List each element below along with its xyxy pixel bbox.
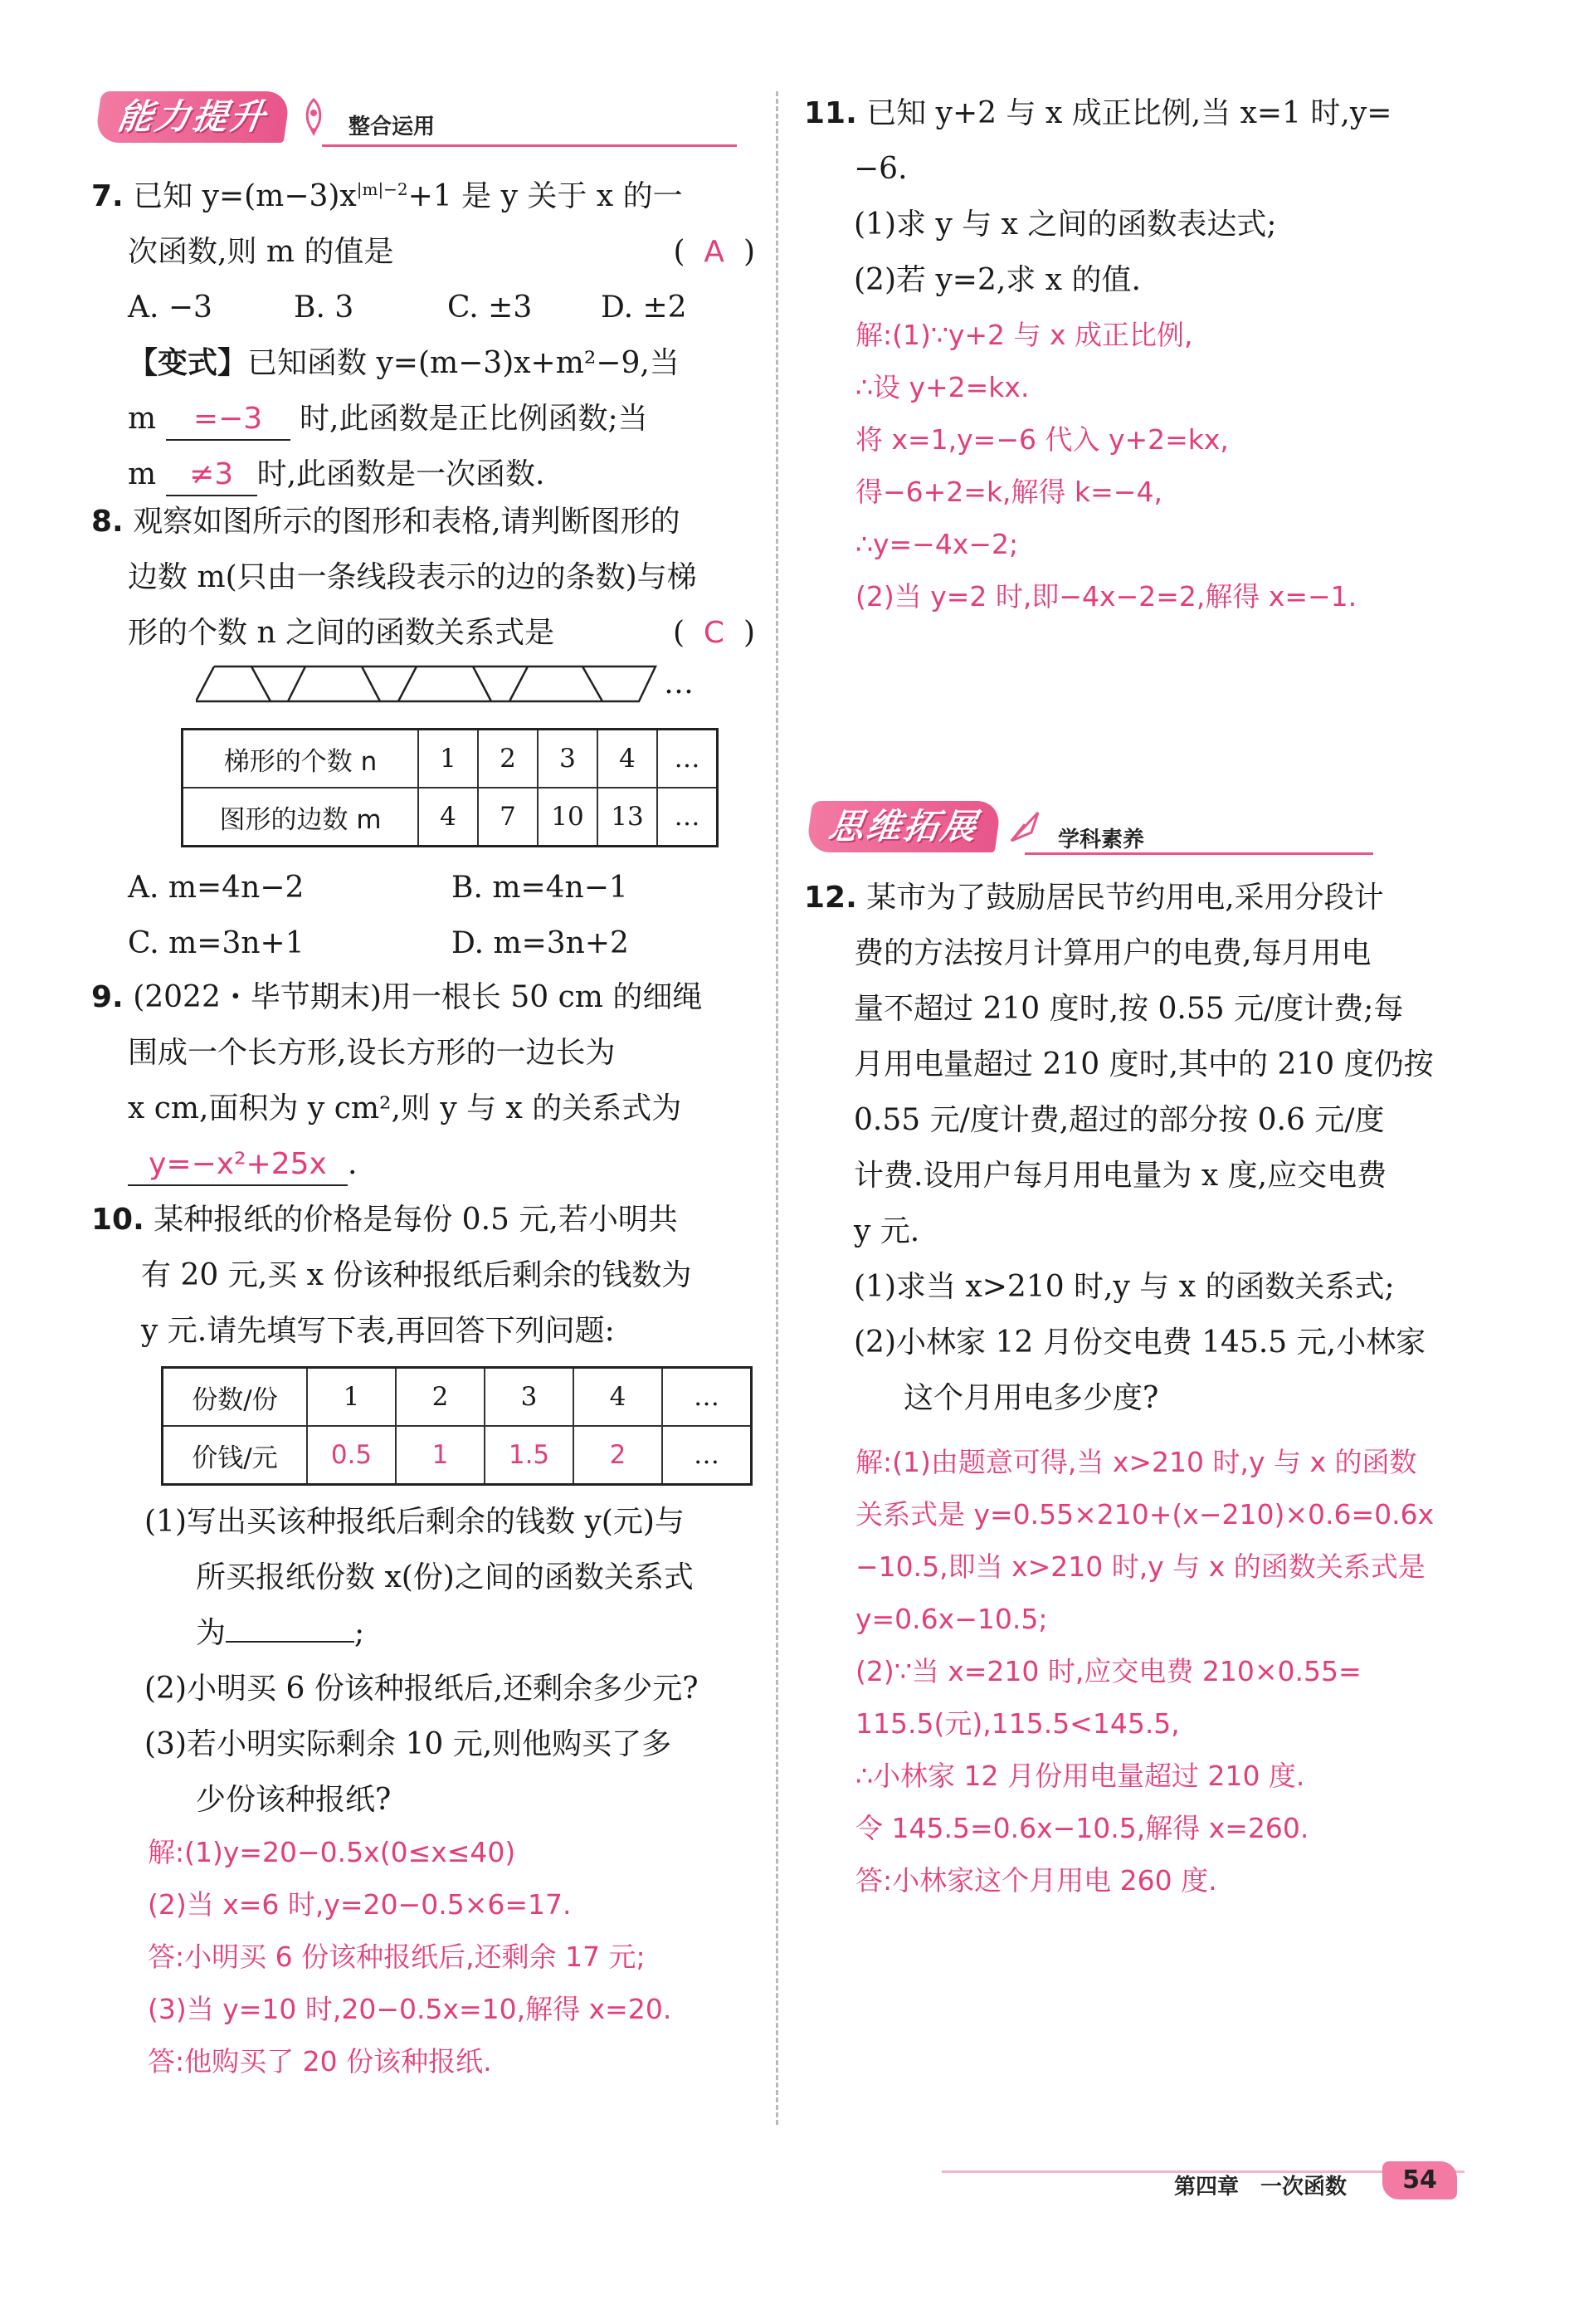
solution-line: 得−6+2=k,解得 k=−4, (855, 476, 1162, 508)
solution-line: (2)∵当 x=210 时,应交电费 210×0.55= (855, 1655, 1362, 1687)
q10-line1: 某种报纸的价格是每份 0.5 元,若小明共 (154, 1203, 678, 1237)
solution-line: 答:小林家这个月用电 260 度. (855, 1864, 1217, 1897)
section-title: 思维拓展 (806, 801, 1002, 852)
page-number: 54 (1382, 2161, 1457, 2200)
q11-line1: 已知 y+2 与 x 成正比例,当 x=1 时,y= (866, 96, 1392, 130)
q12-line: 月用电量超过 210 度时,其中的 210 度仍按 (854, 1047, 1434, 1081)
trapezoid-divider (398, 666, 417, 701)
solution-line: −10.5,即当 x>210 时,y 与 x 的函数关系式是 (855, 1550, 1426, 1583)
trapezoid-divider (582, 666, 602, 701)
solution-line: ∴y=−4x−2; (855, 528, 1019, 560)
q10-sub1-line3: 为 (196, 1616, 227, 1650)
option-b: B. 3 (294, 290, 354, 325)
q7-options (91, 280, 755, 335)
q10-table (161, 1366, 753, 1486)
solution-line: 关系式是 y=0.55×210+(x−210)×0.6=0.6x (855, 1498, 1435, 1531)
table-answer-cell: 2 (573, 1426, 662, 1485)
section-subtitle: 整合运用 (348, 115, 436, 139)
section-banner-ability (98, 91, 646, 149)
question-11 (804, 85, 1534, 308)
q10-sub1-line2: 所买报纸份数 x(份)之间的函数关系式 (196, 1560, 694, 1594)
column-divider (776, 91, 778, 2125)
q10-sub2: (2)小明买 6 份该种报纸后,还剩余多少元? (144, 1672, 699, 1706)
q10-sub1-end: ; (354, 1616, 365, 1650)
variant-blank-1: =−3 (166, 399, 290, 441)
section-banner-thinking (809, 801, 1373, 859)
section-underline (322, 144, 737, 147)
solution-line: 令 145.5=0.6x−10.5,解得 x=260. (855, 1812, 1309, 1844)
q10-solution (148, 1826, 770, 2087)
question-9 (91, 969, 755, 1192)
option-a: A. −3 (128, 290, 212, 325)
option-a: A. m=4n−2 (128, 871, 305, 905)
table-cell: 3 (485, 1368, 573, 1427)
solution-line: (2)当 y=2 时,即−4x−2=2,解得 x=−1. (855, 580, 1357, 613)
table-row-label: 份数/份 (163, 1368, 308, 1427)
question-12 (804, 870, 1534, 1426)
figure-ellipsis: … (664, 666, 694, 701)
footer-chapter: 第四章 一次函数 (1174, 2175, 1348, 2200)
q7-exponent: |m|−2 (356, 179, 408, 199)
q12-line: 计费.设用户每月用电量为 x 度,应交电费 (854, 1159, 1387, 1193)
option-b: B. m=4n−1 (451, 871, 628, 905)
option-c: C. ±3 (447, 290, 533, 325)
q12-solution (855, 1436, 1552, 1907)
table-cell: 3 (538, 730, 597, 788)
table-cell: 1 (307, 1368, 396, 1427)
q11-solution (855, 309, 1552, 622)
q12-sub2-line1: (2)小林家 12 月份交电费 145.5 元,小林家 (854, 1326, 1426, 1360)
variant-m-label-2: m (128, 457, 157, 491)
q12-line: 量不超过 210 度时,按 0.55 元/度计费;每 (854, 992, 1404, 1026)
variant-blank-2: ≠3 (166, 455, 257, 496)
option-d: D. ±2 (601, 290, 687, 325)
q12-line: 0.55 元/度计费,超过的部分按 0.6 元/度 (854, 1103, 1385, 1137)
variant-line3-text: 时,此函数是一次函数. (256, 457, 545, 491)
q10-sub1-blank (226, 1641, 354, 1643)
rocket-icon (297, 98, 330, 136)
solution-line: 答:他购买了 20 份该种报纸. (148, 2045, 492, 2077)
table-answer-cell: 0.5 (307, 1426, 396, 1485)
q7-stem-part2: +1 是 y 关于 x 的一 (407, 179, 683, 213)
table-answer-cell: 1.5 (485, 1426, 573, 1485)
table-cell: 10 (538, 788, 597, 847)
answer-bracket: ( A ) (673, 235, 755, 269)
q8-table (181, 728, 719, 847)
solution-line: 115.5(元),115.5<145.5, (855, 1707, 1180, 1740)
option-c: C. m=3n+1 (128, 926, 305, 960)
question-number: 11. (804, 96, 857, 130)
q9-answer-blank: y=−x²+25x (128, 1145, 348, 1186)
table-cell: … (657, 788, 718, 847)
variant-line2-text: 时,此函数是正比例函数;当 (300, 402, 648, 436)
trapezoid-divider (473, 666, 491, 701)
question-7 (91, 162, 755, 502)
answer-bracket: ( C ) (672, 616, 755, 650)
solution-line: 解:(1)由题意可得,当 x>210 时,y 与 x 的函数 (855, 1446, 1417, 1478)
variant-tag: 【变式】 (128, 346, 248, 380)
answer-choice: C (703, 616, 725, 650)
option-d: D. m=3n+2 (451, 926, 629, 960)
answer-choice: A (704, 235, 725, 269)
q8-line3: 形的个数 n 之间的函数关系式是 (128, 616, 555, 650)
question-8 (91, 494, 755, 661)
q9-line3: x cm,面积为 y cm²,则 y 与 x 的关系式为 (128, 1091, 682, 1125)
q10-sub3-line1: (3)若小明实际剩余 10 元,则他购买了多 (144, 1727, 672, 1761)
q7-stem-line2: 次函数,则 m 的值是 (128, 235, 394, 269)
table-cell: 4 (418, 788, 478, 847)
solution-line: ∴设 y+2=kx. (855, 371, 1030, 403)
section-subtitle: 学科素养 (1058, 828, 1145, 852)
q12-line: y 元. (854, 1214, 920, 1248)
table-answer-cell: 1 (396, 1426, 485, 1485)
table-cell: … (662, 1426, 752, 1485)
question-number: 8. (91, 505, 124, 539)
solution-line: (2)当 x=6 时,y=20−0.5×6=17. (148, 1888, 572, 1921)
table-cell: … (657, 730, 718, 788)
question-number: 12. (804, 881, 857, 915)
q8-line2: 边数 m(只由一条线段表示的边的条数)与梯 (128, 560, 697, 594)
solution-line: 答:小明买 6 份该种报纸后,还剩余 17 元; (148, 1941, 646, 1973)
q12-line: 费的方法按月计算用户的电费,每月用电 (854, 936, 1372, 970)
question-number: 7. (91, 179, 124, 213)
trapezoid-figure (196, 664, 677, 706)
section-underline (1025, 852, 1373, 855)
q11-line2: −6. (854, 152, 908, 186)
solution-line: 将 x=1,y=−6 代入 y+2=kx, (855, 423, 1229, 456)
table-row-label: 图形的边数 m (183, 788, 419, 847)
q12-sub1: (1)求当 x>210 时,y 与 x 的函数关系式; (854, 1270, 1395, 1304)
q7-stem-part1: 已知 y=(m−3)x (133, 179, 357, 213)
q10-line3: y 元.请先填写下表,再回答下列问题: (141, 1314, 615, 1348)
table-cell: 1 (418, 730, 478, 788)
q10-line2: 有 20 元,买 x 份该种报纸后剩余的钱数为 (141, 1258, 692, 1292)
q9-line2: 围成一个长方形,设长方形的一边长为 (128, 1036, 616, 1070)
q10-sub1-line1: (1)写出买该种报纸后剩余的钱数 y(元)与 (144, 1505, 685, 1539)
section-title: 能力提升 (95, 91, 291, 143)
table-cell: 2 (396, 1368, 485, 1427)
variant-m-label: m (128, 402, 157, 436)
trapezoid-divider (509, 666, 528, 701)
question-number: 9. (91, 980, 124, 1014)
question-10 (91, 1192, 763, 1359)
trapezoid-divider (251, 666, 270, 701)
solution-line: (3)当 y=10 时,20−0.5x=10,解得 x=20. (148, 1993, 672, 2025)
table-cell: 4 (597, 730, 657, 788)
solution-line: ∴小林家 12 月份用电量超过 210 度. (855, 1760, 1305, 1792)
solution-line: y=0.6x−10.5; (855, 1603, 1048, 1635)
table-row-label: 梯形的个数 n (183, 730, 419, 788)
table-cell: 4 (573, 1368, 662, 1427)
table-cell: 13 (597, 788, 657, 847)
solution-line: 解:(1)∵y+2 与 x 成正比例, (855, 319, 1193, 351)
q12-sub2-line2: 这个月用电多少度? (904, 1381, 1159, 1415)
solution-line: 解:(1)y=20−0.5x(0≤x≤40) (148, 1836, 516, 1868)
q10-sub3-line2: 少份该种报纸? (196, 1783, 392, 1817)
trapezoid-divider (362, 666, 380, 701)
q11-sub2: (2)若 y=2,求 x 的值. (854, 263, 1141, 297)
q10-subquestions (144, 1494, 767, 1828)
q8-options (128, 860, 758, 971)
question-number: 10. (91, 1203, 144, 1237)
q9-line1: (2022・毕节期末)用一根长 50 cm 的细绳 (133, 980, 703, 1014)
q11-sub1: (1)求 y 与 x 之间的函数表达式; (854, 208, 1277, 242)
variant-line1: 已知函数 y=(m−3)x+m²−9,当 (247, 346, 680, 380)
rocket-icon (1008, 808, 1041, 846)
table-cell: 2 (478, 730, 538, 788)
table-row-label: 价钱/元 (163, 1426, 308, 1485)
table-cell: 7 (478, 788, 538, 847)
q9-end: . (348, 1147, 358, 1181)
q12-line: 某市为了鼓励居民节约用电,采用分段计 (866, 881, 1384, 915)
q8-line1: 观察如图所示的图形和表格,请判断图形的 (133, 505, 680, 539)
table-cell: … (662, 1368, 752, 1427)
trapezoid-divider (288, 666, 305, 701)
